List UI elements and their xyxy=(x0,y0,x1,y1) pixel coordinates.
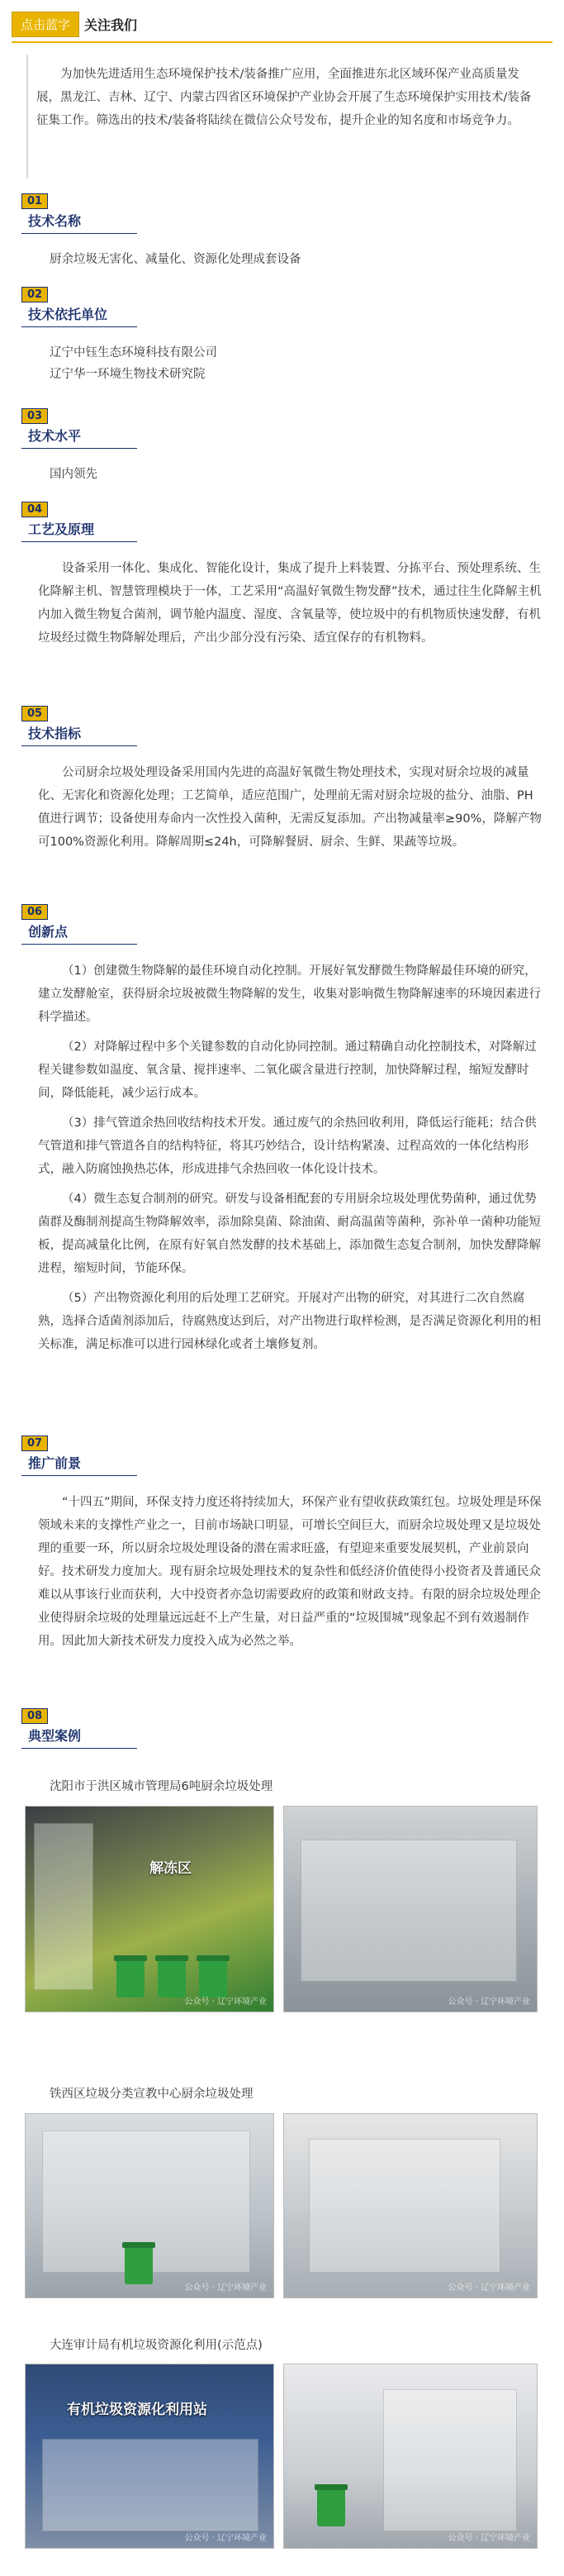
section-title: 技术名称 xyxy=(28,213,82,229)
section-number: 05 xyxy=(21,706,48,721)
section-technical-indicators xyxy=(21,704,543,860)
section-title: 典型案例 xyxy=(28,1728,82,1744)
section-title: 技术指标 xyxy=(28,726,82,741)
body-paragraph: （2）对降解过程中多个关键参数的自动化协同控制。通过精确自动化控制技术，对降解过程关键参数如温度、氧含量、搅拌速率、二氧化碳含量进行控制，加快降解过程，缩短发酵时间，降低能耗，减少运行成本。 xyxy=(38,1040,537,1100)
section-underline xyxy=(21,745,137,746)
section-process-principle xyxy=(21,500,543,656)
trash-bin-icon xyxy=(199,1959,227,1997)
section-technology-level xyxy=(21,407,543,485)
body-line: 厨余垃圾无害化、减量化、资源化处理成套设备 xyxy=(50,253,301,266)
equipment-housing xyxy=(309,2139,500,2273)
section-number: 07 xyxy=(21,1436,48,1451)
watermark: 公众号 · 辽宁环境产业 xyxy=(184,2534,267,2543)
watermark: 公众号 · 辽宁环境产业 xyxy=(184,2283,267,2293)
case-caption: 大连审计局有机垃圾资源化利用(示范点) xyxy=(50,2339,263,2352)
section-body xyxy=(50,249,543,270)
body-paragraph: “十四五”期间，环保支持力度还将持续加大，环保产业有望收获政策红包。垃圾处理是环保领域未来的支撑性产业之一，目前市场缺口明显，可增长空间巨大，而厨余垃圾处理又是垃圾处理的重要一环，所以厨余垃圾处理设备的潜在需求旺盛，有望迎来重要发展契机，产业前景向好。技术研发力度加大。现有厨余垃圾处理技术的复杂性和低经济价值使得小投资者及普通民众难以从事该行业而获利，大中投资者亦急切需要政府的政策和财政支持。有限的厨余垃圾处理企业使得厨余垃圾的处理量远远赶不上产生量，对日益严重的“垃圾围城”现象起不到有效遏制作用。因此加大新技术研发力度投入成为必然之举。 xyxy=(38,1496,542,1648)
trash-bin-icon xyxy=(116,1959,145,1997)
case-caption: 铁西区垃圾分类宣教中心厨余垃圾处理 xyxy=(50,2088,254,2101)
stair-structure xyxy=(34,1823,93,1990)
body-line: 国内领先 xyxy=(50,468,97,481)
section-title: 工艺及原理 xyxy=(28,521,95,537)
area-sign: 解冻区 xyxy=(149,1860,192,1877)
equipment-housing xyxy=(301,1840,517,1982)
section-number: 03 xyxy=(21,408,48,424)
section-number: 04 xyxy=(21,502,48,517)
section-number: 02 xyxy=(21,287,48,302)
station-sign: 有机垃圾资源化利用站 xyxy=(67,2402,207,2418)
case-photo xyxy=(283,2113,538,2298)
section-underline xyxy=(21,1475,137,1476)
body-line: 辽宁华一环境生物技术研究院 xyxy=(50,368,206,381)
case-photo xyxy=(25,1806,274,2012)
watermark: 公众号 · 辽宁环境产业 xyxy=(448,2534,530,2543)
section-innovation xyxy=(21,902,543,1363)
section-typical-cases xyxy=(21,1707,543,1749)
body-paragraph: 设备采用一体化、集成化、智能化设计，集成了提升上料装置、分拣平台、预处理系统、生化降解主机、智慧管理模块于一体，工艺采用“高温好氧微生物发酵”技术，通过往生化降解主机内加入微生物复合菌剂，调节舱内温度、湿度、含氧量等，使垃圾中的有机物质快速发酵，有机垃圾经过微生物降解处理后，产出少部分没有污染、适宜保存的有机物料。 xyxy=(38,562,542,645)
section-body xyxy=(50,342,543,385)
section-underline xyxy=(21,233,137,234)
section-title: 推广前景 xyxy=(28,1455,82,1471)
section-body xyxy=(38,1491,543,1653)
section-underline xyxy=(21,541,137,542)
body-paragraph: （5）产出物资源化利用的后处理工艺研究。开展对产出物的研究，对其进行二次自然腐熟，选择合适菌剂添加后，待腐熟度达到后，对产出物进行取样检测，是否满足资源化利用的相关标准，满足标准可以进行园林绿化或者土壤修复剂。 xyxy=(38,1292,541,1351)
equipment-housing xyxy=(383,2389,517,2531)
section-number: 01 xyxy=(21,193,48,209)
station-facade xyxy=(42,2439,258,2531)
section-supporting-unit xyxy=(21,285,543,385)
section-body xyxy=(38,959,543,1356)
trash-bin-icon xyxy=(317,2488,345,2526)
body-paragraph: （1）创建微生物降解的最佳环境自动化控制。开展好氧发酵微生物降解最佳环境的研究，建立发酵舱室，获得厨余垃圾被微生物降解的发生，收集对影响微生物降解速率的环境因素进行科学描述。 xyxy=(38,964,541,1024)
section-underline xyxy=(21,1748,137,1749)
section-body xyxy=(38,761,543,854)
section-number: 08 xyxy=(21,1708,48,1724)
case-photo xyxy=(25,2364,274,2549)
top-divider xyxy=(12,41,552,43)
watermark: 公众号 · 辽宁环境产业 xyxy=(448,1997,530,2007)
trash-bin-icon xyxy=(125,2246,153,2284)
section-underline xyxy=(21,944,137,945)
watermark: 公众号 · 辽宁环境产业 xyxy=(184,1997,267,2007)
section-title: 技术依托单位 xyxy=(28,307,108,322)
body-paragraph: （4）微生态复合制剂的研究。研发与设备相配套的专用厨余垃圾处理优势菌种，通过优势菌群及酶制剂提高生物降解效率，添加除臭菌、除油菌、耐高温菌等菌种，弥补单一菌种功能短板，提高减量化比例，在原有好氧自然发酵的技术基础上，添加微生态复合制剂，加快发酵降解进程，缩短时间，节能环保。 xyxy=(38,1193,541,1275)
watermark: 公众号 · 辽宁环境产业 xyxy=(448,2283,530,2293)
body-paragraph: 公司厨余垃圾处理设备采用国内先进的高温好氧微生物处理技术，实现对厨余垃圾的减量化、无害化和资源化处理；工艺简单，适应范围广，处理前无需对厨余垃圾的盐分、油脂、PH值进行调节；设备使用寿命内一次性投入菌种，无需反复添加。产出物减量率≥90%，降解产物可100%资源化利用。降解周期≤24h，可降解餐厨、厨余、生鲜、果蔬等垃圾。 xyxy=(38,766,542,849)
section-number: 06 xyxy=(21,904,48,920)
follow-button[interactable]: 点击蓝字 xyxy=(12,12,79,37)
section-prospects xyxy=(21,1434,543,1659)
intro-paragraph: 为加快先进适用生态环境保护技术/装备推广应用，全面推进东北区域环保产业高质量发展，黑龙江、吉林、辽宁、内蒙古四省区环境保护产业协会开展了生态环境保护实用技术/装备征集工作。筛选出的技术/装备将陆续在微信公众号发布，提升企业的知名度和市场竞争力。 xyxy=(36,68,532,127)
case-caption: 沈阳市于洪区城市管理局6吨厨余垃圾处理 xyxy=(50,1780,273,1793)
section-body xyxy=(38,557,543,650)
section-body xyxy=(50,464,543,485)
section-underline xyxy=(21,448,137,449)
body-paragraph: （3）排气管道余热回收结构技术开发。通过废气的余热回收利用，降低运行能耗；结合供气管道和排气管道各自的结构特征，将其巧妙结合，设计结构紧凑、过程高效的一体化结构形式，融入防腐蚀换热芯体，形成进排气余热回收一体化设计技术。 xyxy=(38,1117,537,1176)
trash-bin-icon xyxy=(158,1959,186,1997)
follow-text: 关注我们 xyxy=(84,17,138,33)
top-banner xyxy=(12,12,137,36)
case-photo xyxy=(283,2364,538,2549)
case-photo xyxy=(283,1806,538,2012)
section-title: 创新点 xyxy=(28,924,69,940)
section-underline xyxy=(21,326,137,327)
body-line: 辽宁中钰生态环境科技有限公司 xyxy=(50,346,217,359)
section-title: 技术水平 xyxy=(28,428,82,444)
case-photo xyxy=(25,2113,274,2298)
section-technology-name xyxy=(21,192,543,270)
